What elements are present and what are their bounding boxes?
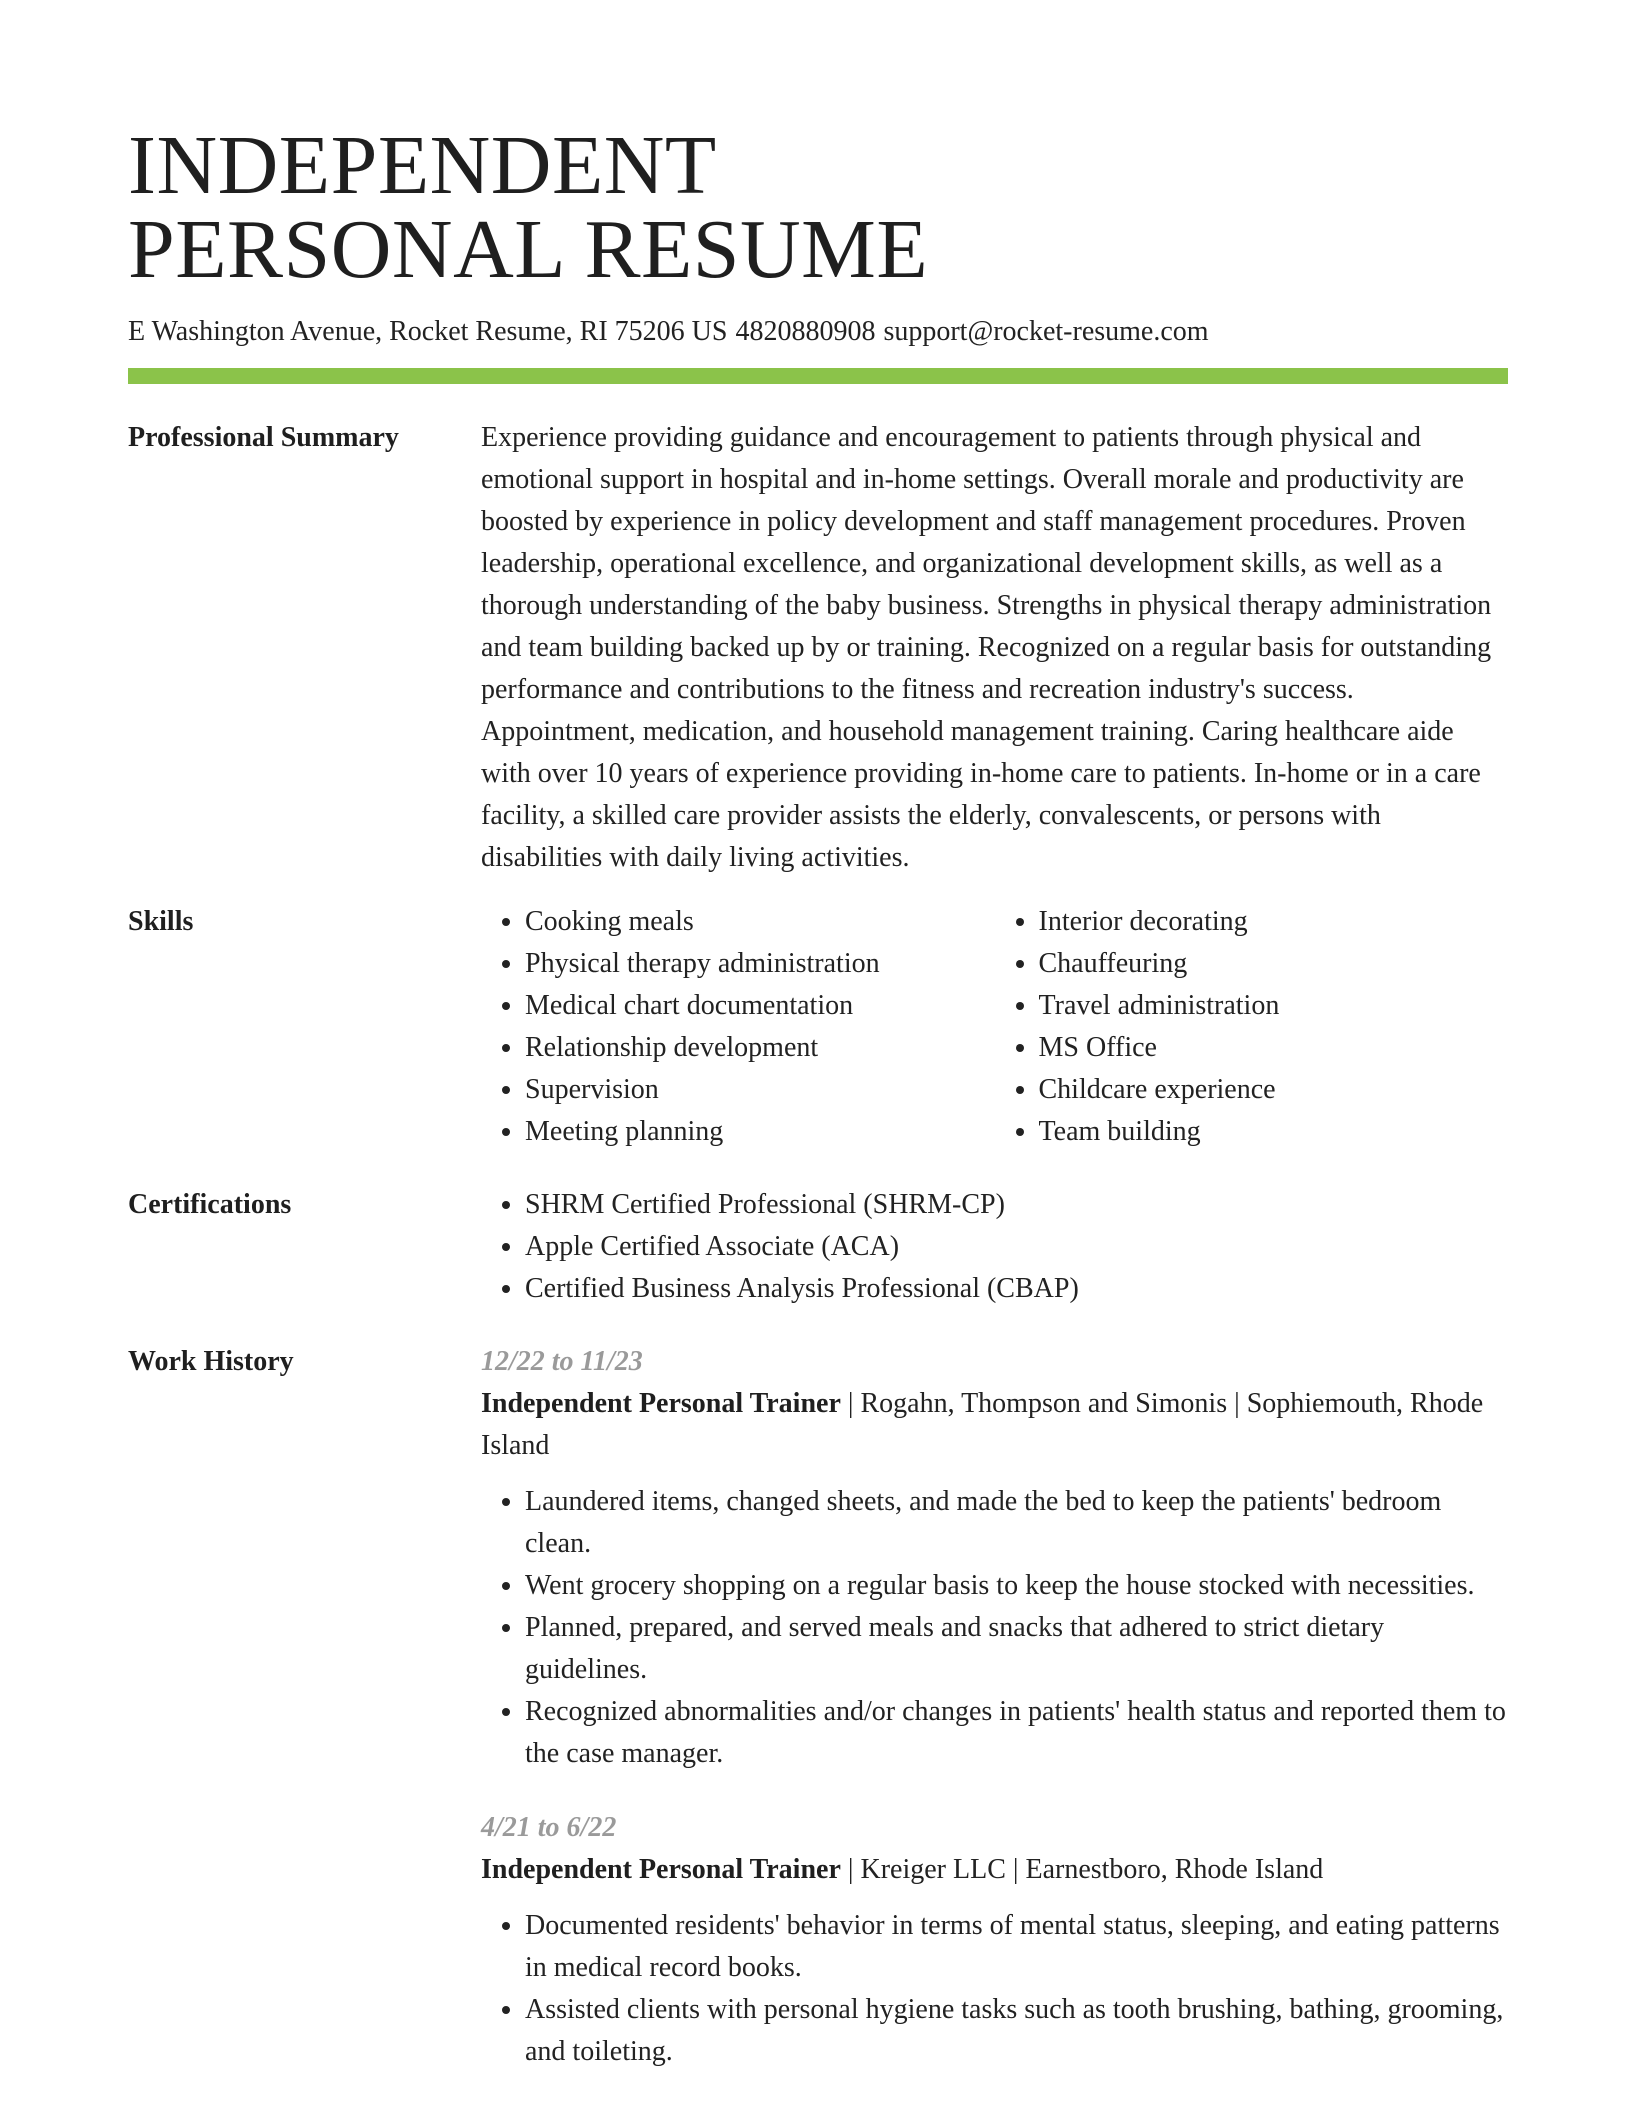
list-item: • Assisted clients with personal hygiene tasks such as tooth brushing, bathing, grooming, and toileting. [525, 1989, 1508, 2073]
skills-grid [481, 901, 1508, 1153]
section-label: Skills [128, 906, 194, 937]
job-heading [481, 1383, 1508, 1467]
job-title: Independent Personal Trainer [481, 1854, 841, 1885]
list-item: • MS Office [1039, 1027, 1509, 1069]
job-details: | Rogahn, Thompson and Simonis | Sophiemouth, Rhode Island [481, 1388, 1484, 1461]
list-item: • Team building [1039, 1111, 1509, 1153]
job-entry [481, 1341, 1508, 1775]
section-label: Professional Summary [128, 422, 399, 453]
list-item: • Supervision [525, 1069, 995, 1111]
list-item: • Laundered items, changed sheets, and made the bed to keep the patients' bedroom clean. [525, 1481, 1508, 1565]
work-history-body [481, 1341, 1508, 2073]
job-details: | Kreiger LLC | Earnestboro, Rhode Island [840, 1854, 1324, 1885]
section-skills [128, 901, 1508, 1153]
summary-text: Experience providing guidance and encouragement to patients through physical and emotional support in hospital and in-home settings. Overall morale and productivity are boosted by experience in policy development and staff management procedures. Proven leadership, operational excellence, and organizational development skills, as well as a thorough understanding of the baby business. Strengths in physical therapy administration and team building backed up by or training. Recognized on a regular basis for outstanding performance and contributions to the fitness and recreation industry's success. Appointment, medication, and household management training. Caring healthcare aide with over 10 years of experience providing in-home care to patients. In-home or in a care facility, a skilled care provider assists the elderly, convalescents, or persons with disabilities with daily living activities. [481, 422, 1492, 873]
list-item: • Meeting planning [525, 1111, 995, 1153]
contact-phone: 4820880908 [735, 316, 876, 347]
contact-line [128, 314, 1508, 350]
job-dates: 12/22 to 11/23 [481, 1346, 643, 1377]
contact-email: support@rocket-resume.com [883, 316, 1209, 347]
accent-divider [128, 368, 1508, 384]
list-item: • Documented residents' behavior in terms of mental status, sleeping, and eating patterns in medical record books. [525, 1905, 1508, 1989]
job-dates: 4/21 to 6/22 [481, 1812, 617, 1843]
certifications-body [481, 1184, 1508, 1310]
resume-page [128, 0, 1508, 2073]
resume-name [128, 0, 1508, 296]
list-item: • Apple Certified Associate (ACA) [525, 1226, 1508, 1268]
list-item: • SHRM Certified Professional (SHRM-CP) [525, 1184, 1508, 1226]
list-item: • Went grocery shopping on a regular basis to keep the house stocked with necessities. [525, 1565, 1508, 1607]
section-professional-summary [128, 417, 1508, 879]
list-item: • Travel administration [1039, 985, 1509, 1027]
list-item: • Planned, prepared, and served meals and snacks that adhered to strict dietary guidelines. [525, 1607, 1508, 1691]
section-label: Work History [128, 1346, 294, 1377]
certifications-list [481, 1184, 1508, 1310]
list-item: • Certified Business Analysis Professional (CBAP) [525, 1268, 1508, 1310]
skills-list-left [481, 901, 995, 1153]
list-item: • Interior decorating [1039, 901, 1509, 943]
list-item: • Cooking meals [525, 901, 995, 943]
list-item: • Recognized abnormalities and/or changes in patients' health status and reported them to the case manager. [525, 1691, 1508, 1775]
list-item: • Childcare experience [1039, 1069, 1509, 1111]
job-bullets [481, 1905, 1508, 2073]
section-certifications [128, 1184, 1508, 1310]
name-line-1: INDEPENDENT [128, 119, 717, 212]
skills-list-right [995, 901, 1509, 1153]
job-entry [481, 1807, 1508, 2073]
section-label: Certifications [128, 1189, 292, 1220]
name-line-2: PERSONAL RESUME [128, 203, 929, 296]
list-item: • Chauffeuring [1039, 943, 1509, 985]
job-heading [481, 1849, 1508, 1891]
job-bullets [481, 1481, 1508, 1775]
job-title: Independent Personal Trainer [481, 1388, 841, 1419]
contact-address: E Washington Avenue, Rocket Resume, RI 75206 US [128, 316, 728, 347]
section-work-history [128, 1341, 1508, 2073]
list-item: • Relationship development [525, 1027, 995, 1069]
list-item: • Physical therapy administration [525, 943, 995, 985]
list-item: • Medical chart documentation [525, 985, 995, 1027]
